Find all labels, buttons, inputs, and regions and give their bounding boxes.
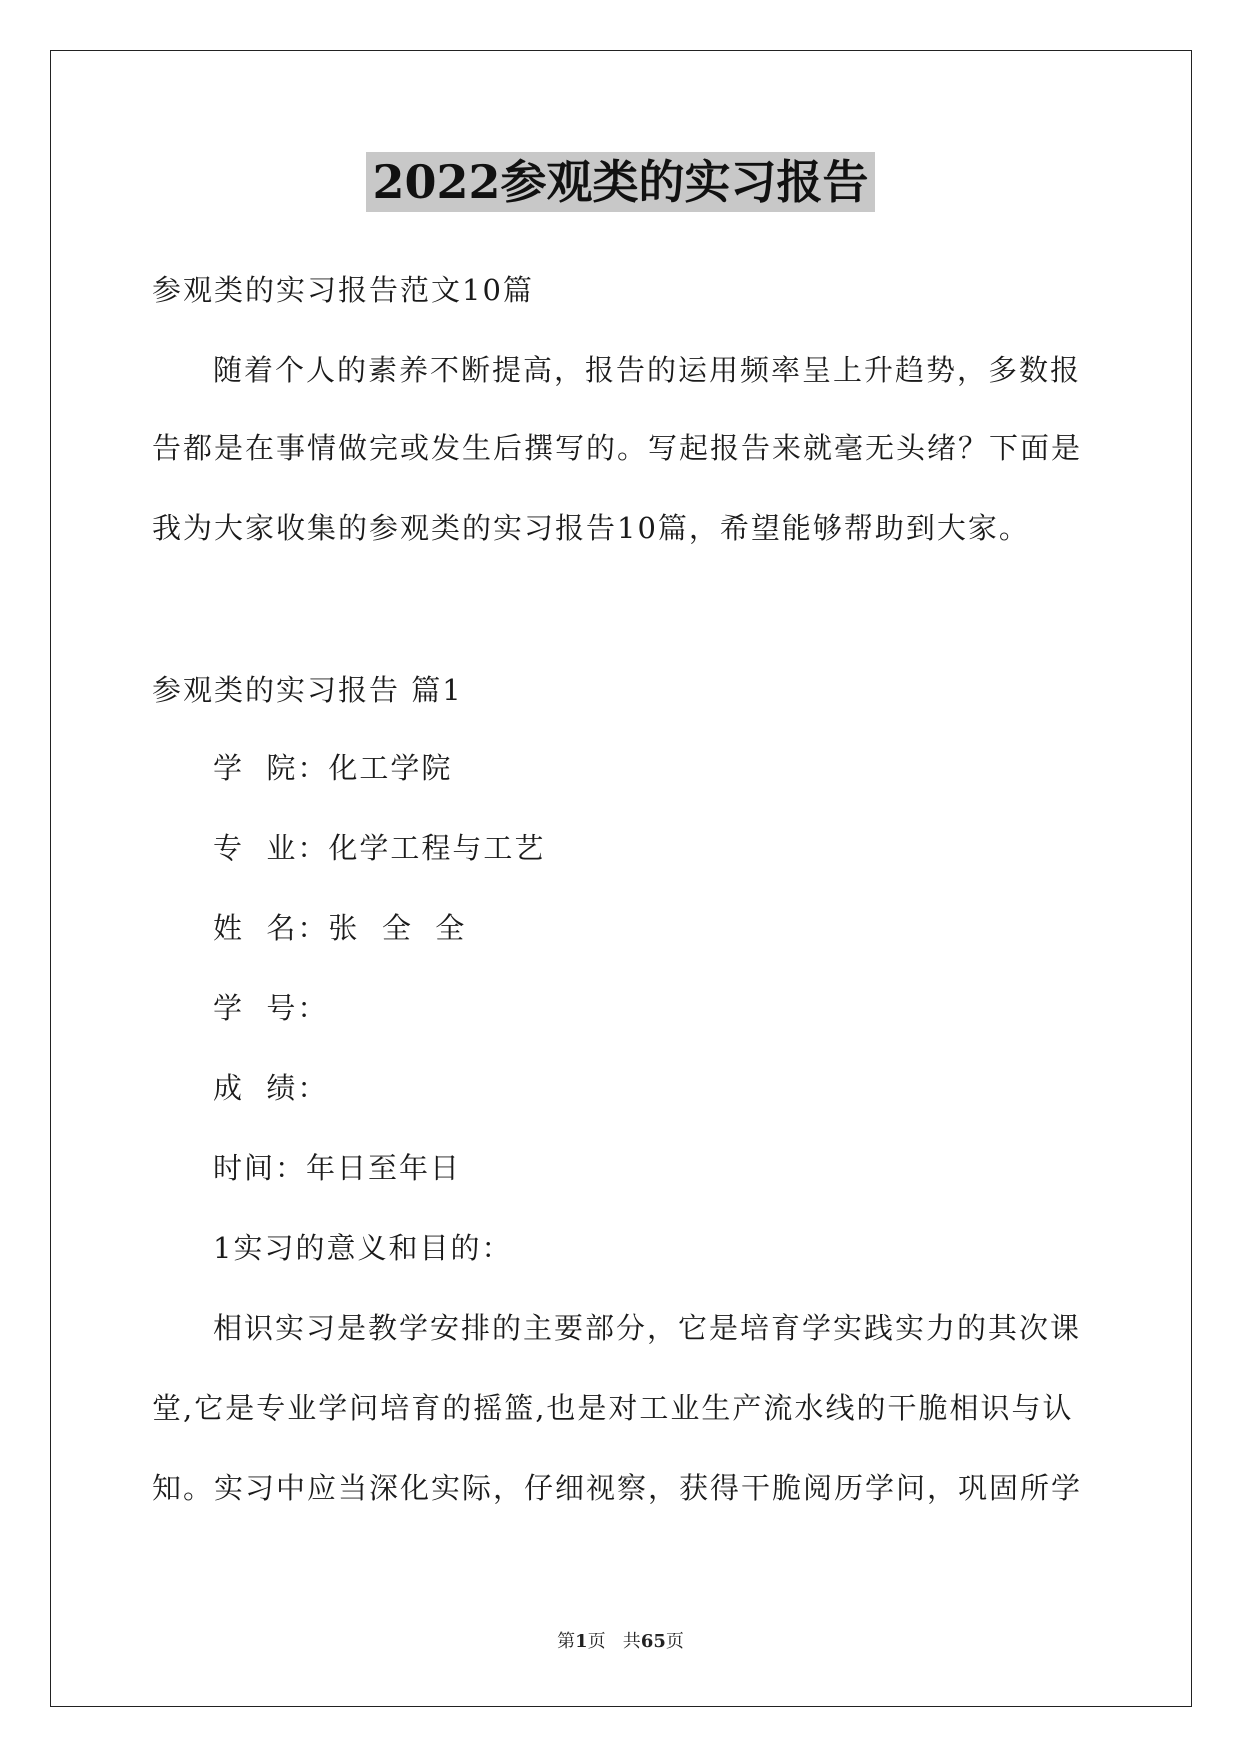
footer-mid: 页 共 (587, 1631, 641, 1652)
intro-line-1: 随着个人的素养不断提高，报告的运用频率呈上升趋势，多数报 (213, 353, 1082, 387)
field-student-id: 学 号： (213, 991, 329, 1025)
body-line-3: 知。实习中应当深化实际，仔细视察，获得干脆阅历学问，巩固所学 (152, 1471, 1083, 1505)
body-line-2: 堂,它是专业学问培育的摇篮,也是对工业生产流水线的干脆相识与认 (152, 1391, 1074, 1425)
field-major: 专 业：化学工程与工艺 (213, 831, 546, 865)
subheading: 1实习的意义和目的： (213, 1231, 513, 1265)
title-container (0, 152, 1241, 212)
footer-suffix: 页 (665, 1631, 684, 1652)
footer-total-pages: 65 (640, 1631, 666, 1652)
footer-page-number: 1 (575, 1631, 588, 1652)
field-time: 时间：年日至年日 (213, 1151, 462, 1185)
footer-prefix: 第 (557, 1631, 576, 1652)
document-title: 2022参观类的实习报告 (366, 152, 874, 212)
field-name: 姓 名：张 全 全 (213, 911, 467, 945)
field-score: 成 绩： (213, 1071, 329, 1105)
intro-line-2: 告都是在事情做完或发生后撰写的。写起报告来就毫无头绪？下面是 (152, 431, 1083, 465)
subtitle: 参观类的实习报告范文10篇 (152, 273, 534, 307)
section-heading: 参观类的实习报告 篇1 (152, 673, 463, 707)
body-line-1: 相识实习是教学安排的主要部分，它是培育学实践实力的其次课 (213, 1311, 1082, 1345)
field-college: 学 院：化工学院 (213, 751, 453, 785)
page-footer (0, 1627, 1241, 1653)
intro-line-3: 我为大家收集的参观类的实习报告10篇，希望能够帮助到大家。 (152, 511, 1030, 545)
